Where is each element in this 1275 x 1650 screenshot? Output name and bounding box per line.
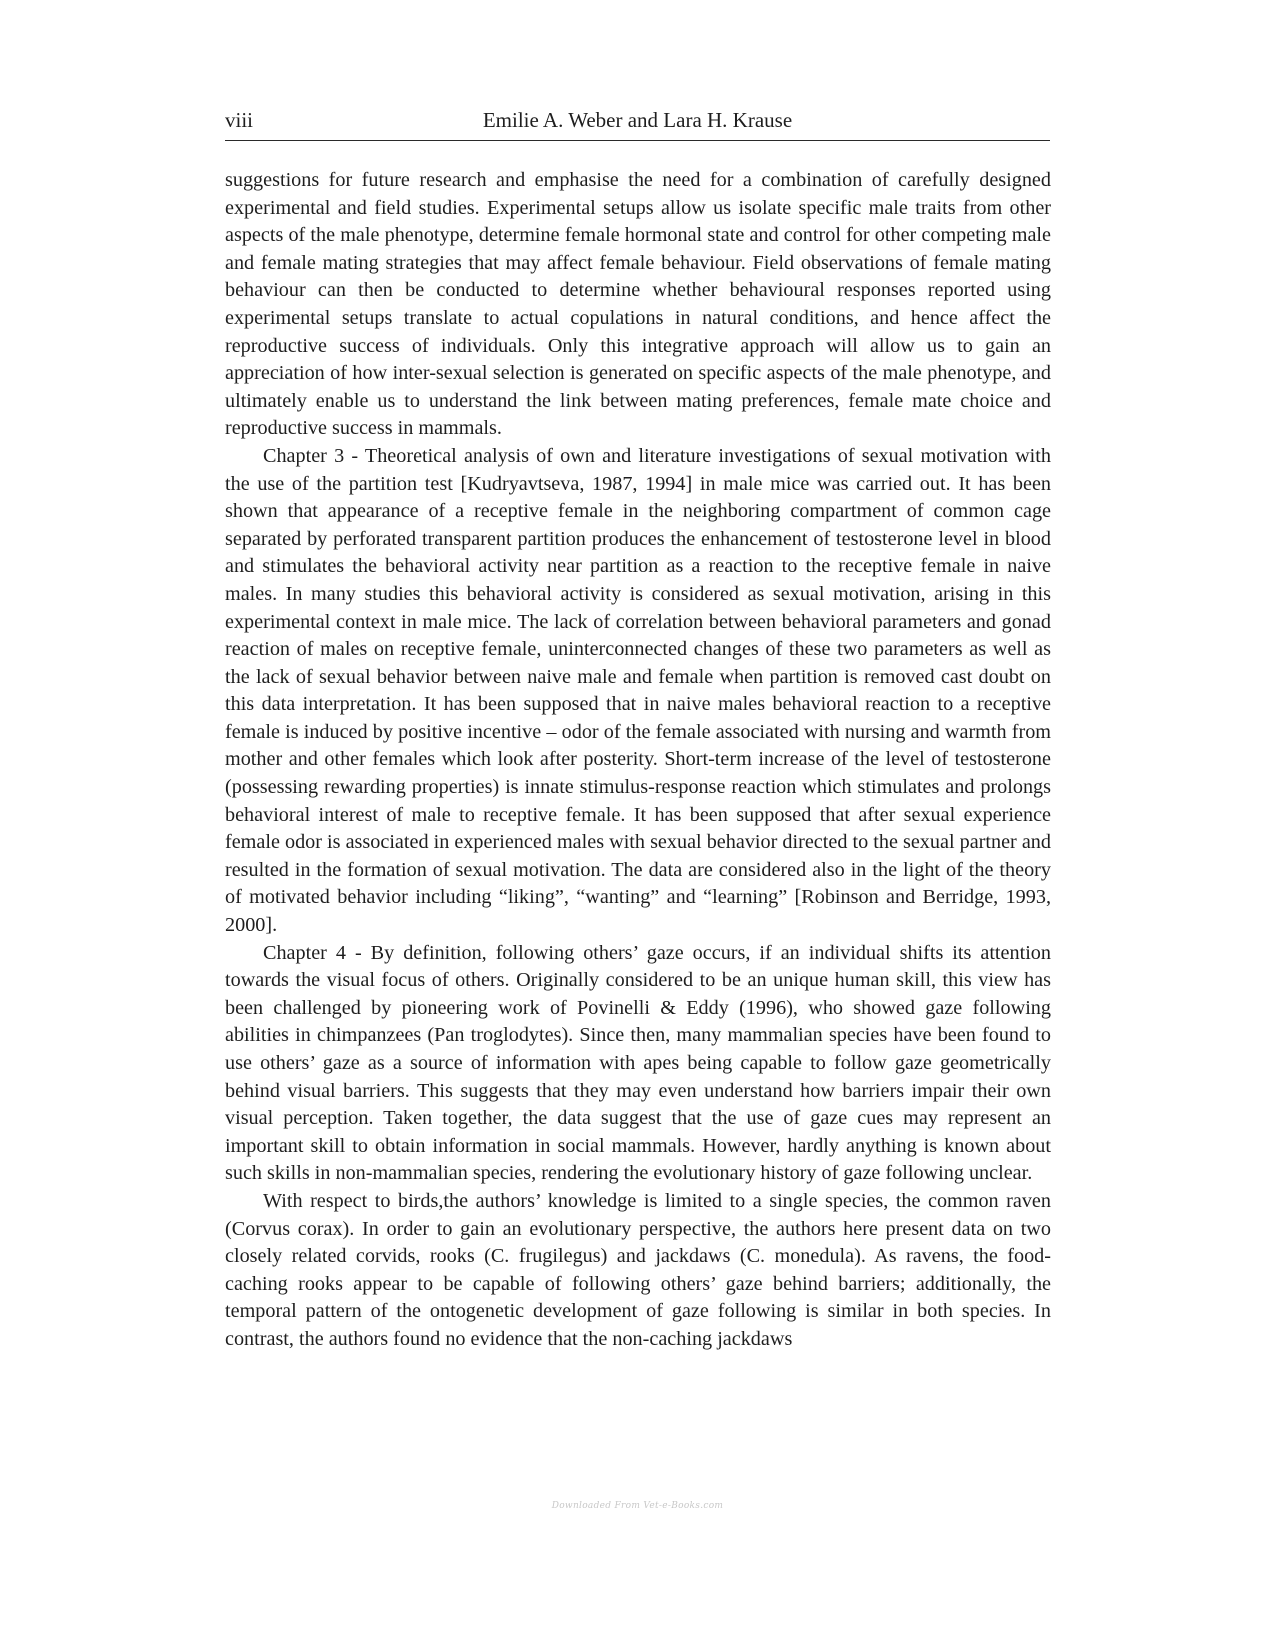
download-watermark: Downloaded From Vet-e-Books.com bbox=[551, 1501, 724, 1511]
paragraph-chapter-4: Chapter 4 - By definition, following others’ gaze occurs, if an individual shifts its attention towards the visual focus of others. Originally considered to be an unique human skill, this view has been challenged by pioneering work of Povinelli & Eddy (1996), who showed gaze following abilities in chimpanzees (Pan troglodytes). Since then, many mammalian species have been found to use others’ gaze as a source of information with apes being capable to follow gaze geometrically behind visual barriers. This suggests that they may even understand how barriers impair their own visual perception. Taken together, the data suggest that the use of gaze cues may represent an important skill to obtain information in social mammals. However, hardly anything is known about such skills in non-mammalian species, rendering the evolutionary history of gaze following unclear. bbox=[225, 941, 1051, 1185]
paragraph-chapter-3: Chapter 3 - Theoretical analysis of own and literature investigations of sexual motivation with the use of the partition test [Kudryavtseva, 1987, 1994] in male mice was carried out. It has been shown that appearance of a receptive female in the neighboring compartment of common cage separated by perforated transparent partition produces the enhancement of testosterone level in blood and stimulates the behavioral activity near partition as a reaction to the receptive female in naive males. In many studies this behavioral activity is considered as sexual motivation, arising in this experimental context in male mice. The lack of correlation between behavioral parameters and gonad reaction of males on receptive female, uninterconnected changes of these two parameters as well as the lack of sexual behavior between naive male and female when partition is removed cast doubt on this data interpretation. It has been supposed that in naive males behavioral reaction to a receptive female is induced by positive incentive – odor of the female associated with nursing and warmth from mother and other females which look after posterity. Short-term increase of the level of testosterone (possessing rewarding properties) is innate stimulus-response reaction which stimulates and prolongs behavioral interest of male to receptive female. It has been supposed that after sexual experience female odor is associated in experienced males with sexual behavior directed to the sexual partner and resulted in the formation of sexual motivation. The data are considered also in the light of the theory of motivated behavior including “liking”, “wanting” and “learning” [Robinson and Berridge, 1993, 2000]. bbox=[225, 444, 1051, 937]
running-header bbox=[225, 106, 1050, 141]
paragraph-continuation: suggestions for future research and emphasise the need for a combination of carefully designed experimental and field studies. Experimental setups allow us isolate specific male traits from other aspects of the male phenotype, determine female hormonal state and control for other competing male and female mating strategies that may affect female behaviour. Field observations of female mating behaviour can then be conducted to determine whether behavioural responses reported using experimental setups translate to actual copulations in natural conditions, and hence affect the reproductive success of individuals. Only this integrative approach will allow us to gain an appreciation of how inter-sexual selection is generated on specific aspects of the male phenotype, and ultimately enable us to understand the link between mating preferences, female mate choice and reproductive success in mammals. bbox=[225, 169, 1051, 440]
running-title: Emilie A. Weber and Lara H. Krause bbox=[482, 108, 793, 132]
page-number: viii bbox=[225, 108, 254, 132]
paragraph-birds: With respect to birds,the authors’ knowledge is limited to a single species, the common raven (Corvus corax). In order to gain an evolutionary perspective, the authors here present data on two closely related corvids, rooks (C. frugilegus) and jackdaws (C. monedula). As ravens, the food-caching rooks appear to be capable of following others’ gaze behind barriers; additionally, the temporal pattern of the ontogenetic development of gaze following is similar in both species. In contrast, the authors found no evidence that the non-caching jackdaws bbox=[225, 1189, 1051, 1350]
body-text bbox=[225, 167, 1051, 1354]
